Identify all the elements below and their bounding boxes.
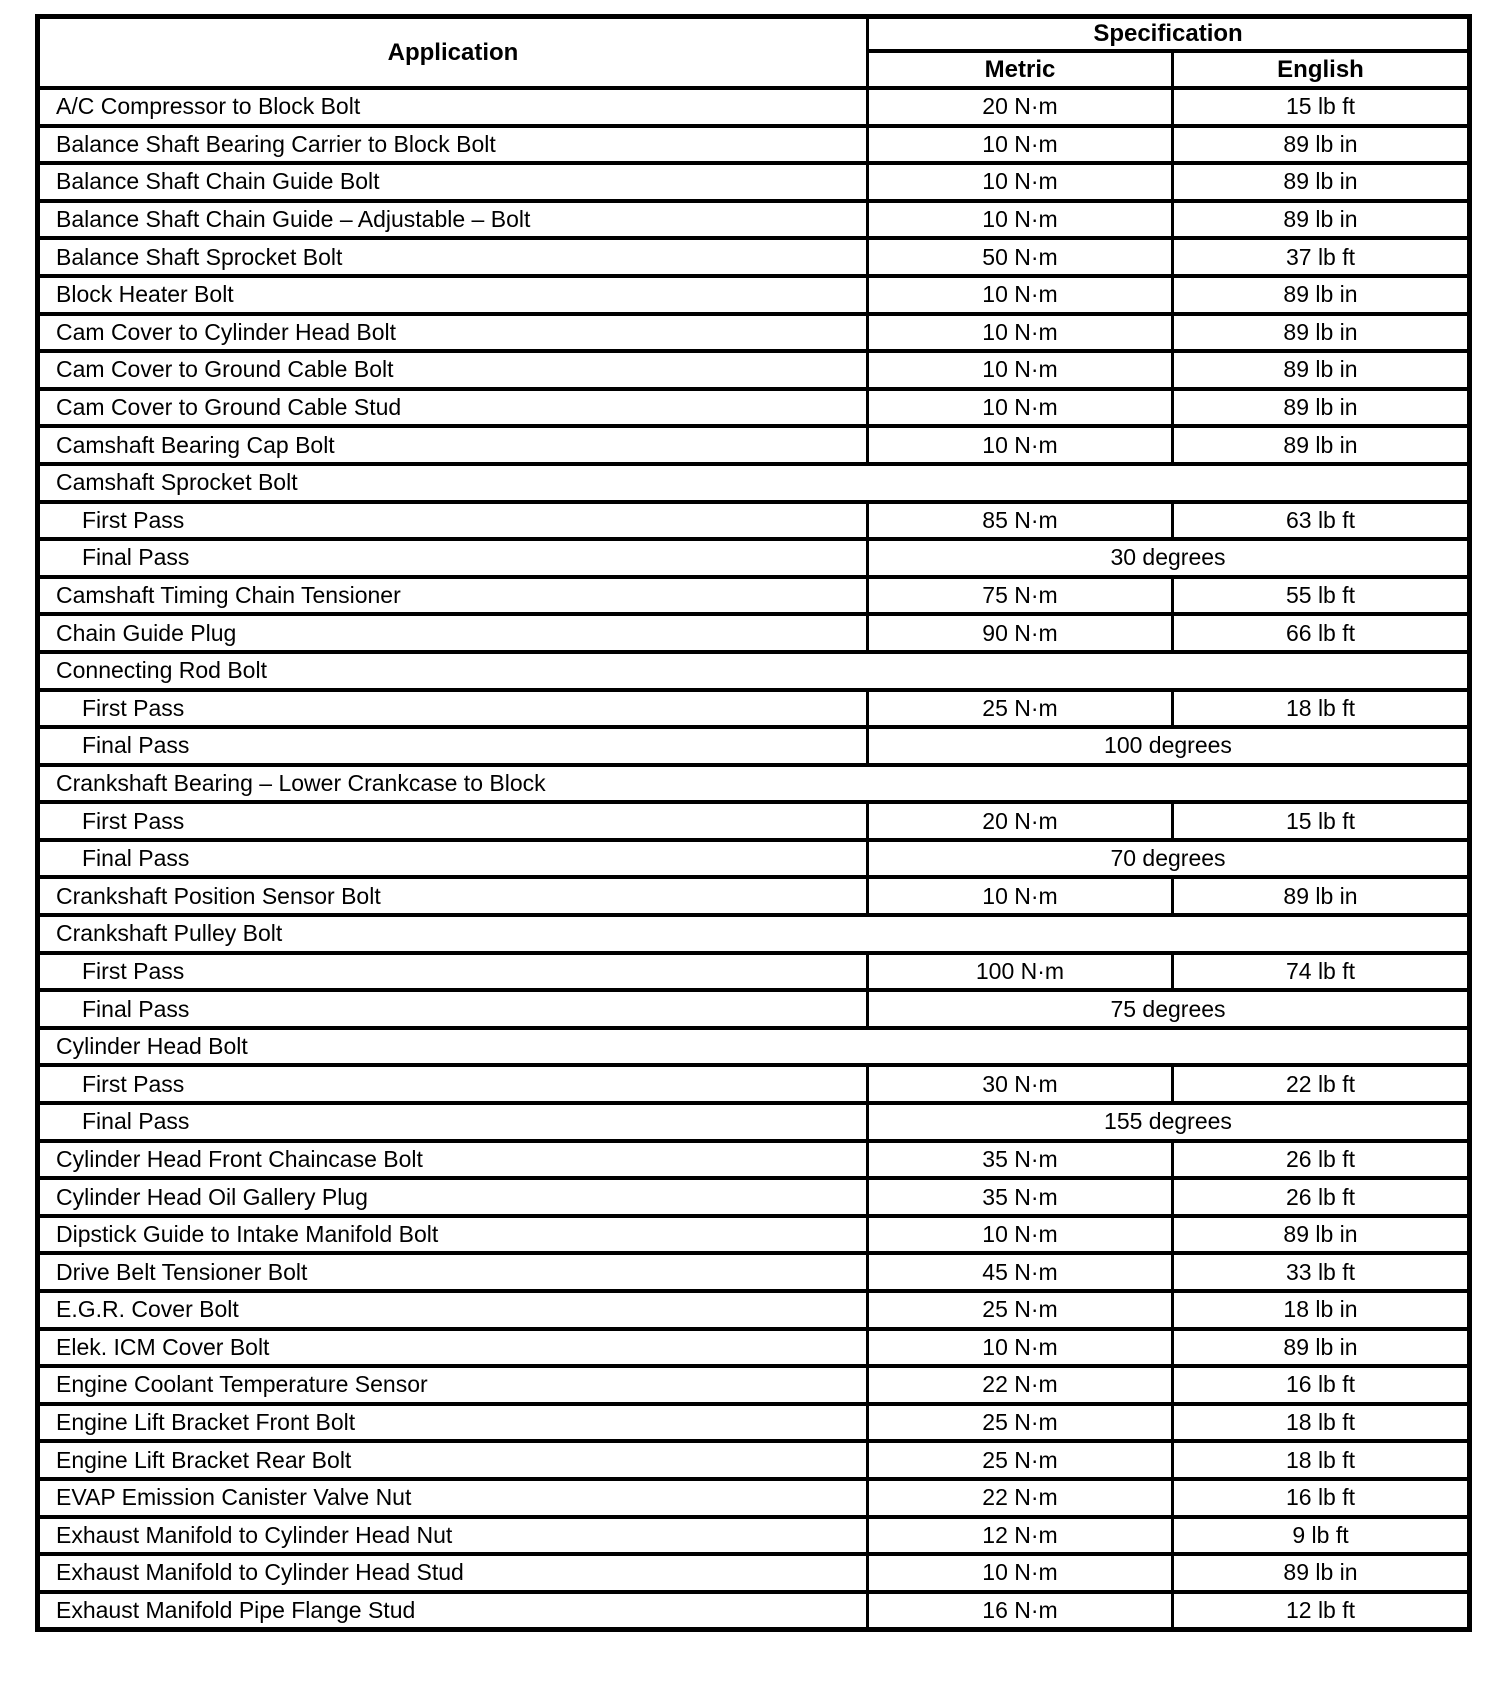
english-cell: 22 lb ft: [1173, 1065, 1470, 1103]
english-cell: 89 lb in: [1173, 1329, 1470, 1367]
metric-cell: 10 N·m: [868, 389, 1173, 427]
metric-cell: 10 N·m: [868, 426, 1173, 464]
application-cell: Drive Belt Tensioner Bolt: [38, 1253, 868, 1291]
group-row: [38, 915, 1470, 953]
application-cell: First Pass: [38, 953, 868, 991]
table-row: [38, 201, 1470, 239]
application-cell: Cylinder Head Front Chaincase Bolt: [38, 1141, 868, 1179]
english-cell: 18 lb ft: [1173, 1404, 1470, 1442]
application-cell: Cylinder Head Bolt: [38, 1028, 1470, 1066]
table-row: [38, 314, 1470, 352]
table-header: [38, 17, 1470, 89]
table-row: [38, 389, 1470, 427]
english-cell: 9 lb ft: [1173, 1517, 1470, 1555]
english-cell: 16 lb ft: [1173, 1479, 1470, 1517]
application-cell: Chain Guide Plug: [38, 614, 868, 652]
table-row: [38, 690, 1470, 728]
english-cell: 26 lb ft: [1173, 1141, 1470, 1179]
application-cell: Block Heater Bolt: [38, 276, 868, 314]
group-row: [38, 765, 1470, 803]
table-row: [38, 1178, 1470, 1216]
metric-cell: 10 N·m: [868, 877, 1173, 915]
metric-cell: 10 N·m: [868, 163, 1173, 201]
application-cell: Crankshaft Position Sensor Bolt: [38, 877, 868, 915]
application-cell: Balance Shaft Chain Guide – Adjustable – Bolt: [38, 201, 868, 239]
table-row: [38, 1329, 1470, 1367]
application-cell: EVAP Emission Canister Valve Nut: [38, 1479, 868, 1517]
table-row: [38, 802, 1470, 840]
table-row: [38, 1592, 1470, 1630]
metric-cell: 25 N·m: [868, 1441, 1173, 1479]
metric-cell: 22 N·m: [868, 1479, 1173, 1517]
metric-cell: 10 N·m: [868, 351, 1173, 389]
table-row: [38, 426, 1470, 464]
application-cell: A/C Compressor to Block Bolt: [38, 88, 868, 126]
application-cell: Camshaft Bearing Cap Bolt: [38, 426, 868, 464]
application-cell: Balance Shaft Sprocket Bolt: [38, 238, 868, 276]
metric-cell: 20 N·m: [868, 88, 1173, 126]
application-cell: Crankshaft Bearing – Lower Crankcase to Block: [38, 765, 1470, 803]
metric-cell: 25 N·m: [868, 690, 1173, 728]
metric-cell: 12 N·m: [868, 1517, 1173, 1555]
metric-cell: 75 N·m: [868, 577, 1173, 615]
english-cell: 18 lb ft: [1173, 690, 1470, 728]
application-cell: Final Pass: [38, 1103, 868, 1141]
english-cell: 66 lb ft: [1173, 614, 1470, 652]
english-cell: 89 lb in: [1173, 1554, 1470, 1592]
metric-cell: 35 N·m: [868, 1141, 1173, 1179]
metric-cell: 10 N·m: [868, 1216, 1173, 1254]
application-cell: Dipstick Guide to Intake Manifold Bolt: [38, 1216, 868, 1254]
table-row: [38, 238, 1470, 276]
metric-cell: 20 N·m: [868, 802, 1173, 840]
metric-cell: 50 N·m: [868, 238, 1173, 276]
table-row: [38, 1517, 1470, 1555]
metric-cell: 25 N·m: [868, 1404, 1173, 1442]
table-row: [38, 1065, 1470, 1103]
table-row: [38, 1366, 1470, 1404]
specification-header: Specification: [868, 17, 1470, 52]
metric-cell: 35 N·m: [868, 1178, 1173, 1216]
application-cell: Final Pass: [38, 990, 868, 1028]
english-cell: 37 lb ft: [1173, 238, 1470, 276]
english-header: English: [1173, 51, 1470, 88]
application-cell: Connecting Rod Bolt: [38, 652, 1470, 690]
english-cell: 89 lb in: [1173, 126, 1470, 164]
header-row-specification: [38, 17, 1470, 52]
application-cell: First Pass: [38, 502, 868, 540]
application-cell: Camshaft Sprocket Bolt: [38, 464, 1470, 502]
metric-cell: 10 N·m: [868, 126, 1173, 164]
table-row: [38, 502, 1470, 540]
application-cell: Cam Cover to Cylinder Head Bolt: [38, 314, 868, 352]
english-cell: 89 lb in: [1173, 877, 1470, 915]
table-body: [38, 88, 1470, 1630]
metric-cell: 45 N·m: [868, 1253, 1173, 1291]
application-cell: Balance Shaft Chain Guide Bolt: [38, 163, 868, 201]
metric-cell: 10 N·m: [868, 1329, 1173, 1367]
table-row: [38, 539, 1470, 577]
english-cell: 89 lb in: [1173, 1216, 1470, 1254]
table-row: [38, 126, 1470, 164]
application-cell: Exhaust Manifold to Cylinder Head Nut: [38, 1517, 868, 1555]
application-cell: Final Pass: [38, 840, 868, 878]
metric-cell: 90 N·m: [868, 614, 1173, 652]
specification-span-cell: 100 degrees: [868, 727, 1470, 765]
english-cell: 33 lb ft: [1173, 1253, 1470, 1291]
english-cell: 74 lb ft: [1173, 953, 1470, 991]
table-row: [38, 877, 1470, 915]
table-row: [38, 1103, 1470, 1141]
english-cell: 12 lb ft: [1173, 1592, 1470, 1630]
table-row: [38, 1216, 1470, 1254]
english-cell: 89 lb in: [1173, 314, 1470, 352]
english-cell: 89 lb in: [1173, 163, 1470, 201]
application-cell: Camshaft Timing Chain Tensioner: [38, 577, 868, 615]
specification-span-cell: 75 degrees: [868, 990, 1470, 1028]
application-cell: Cam Cover to Ground Cable Bolt: [38, 351, 868, 389]
application-cell: Balance Shaft Bearing Carrier to Block Bolt: [38, 126, 868, 164]
group-row: [38, 652, 1470, 690]
application-cell: First Pass: [38, 690, 868, 728]
application-cell: First Pass: [38, 802, 868, 840]
english-cell: 89 lb in: [1173, 276, 1470, 314]
english-cell: 26 lb ft: [1173, 1178, 1470, 1216]
specification-span-cell: 155 degrees: [868, 1103, 1470, 1141]
metric-cell: 10 N·m: [868, 314, 1173, 352]
table-row: [38, 351, 1470, 389]
application-cell: First Pass: [38, 1065, 868, 1103]
metric-cell: 16 N·m: [868, 1592, 1173, 1630]
english-cell: 89 lb in: [1173, 351, 1470, 389]
table-row: [38, 1441, 1470, 1479]
table-row: [38, 1479, 1470, 1517]
application-header: Application: [38, 17, 868, 89]
application-cell: Cylinder Head Oil Gallery Plug: [38, 1178, 868, 1216]
group-row: [38, 464, 1470, 502]
application-cell: Engine Lift Bracket Rear Bolt: [38, 1441, 868, 1479]
table-row: [38, 840, 1470, 878]
table-row: [38, 577, 1470, 615]
application-cell: Crankshaft Pulley Bolt: [38, 915, 1470, 953]
metric-cell: 85 N·m: [868, 502, 1173, 540]
application-cell: Final Pass: [38, 539, 868, 577]
application-cell: Cam Cover to Ground Cable Stud: [38, 389, 868, 427]
application-cell: Final Pass: [38, 727, 868, 765]
group-row: [38, 1028, 1470, 1066]
metric-header: Metric: [868, 51, 1173, 88]
table-row: [38, 88, 1470, 126]
application-cell: Exhaust Manifold to Cylinder Head Stud: [38, 1554, 868, 1592]
table-row: [38, 163, 1470, 201]
application-cell: Elek. ICM Cover Bolt: [38, 1329, 868, 1367]
specification-span-cell: 30 degrees: [868, 539, 1470, 577]
application-cell: Exhaust Manifold Pipe Flange Stud: [38, 1592, 868, 1630]
specification-span-cell: 70 degrees: [868, 840, 1470, 878]
table-row: [38, 990, 1470, 1028]
application-cell: Engine Coolant Temperature Sensor: [38, 1366, 868, 1404]
english-cell: 55 lb ft: [1173, 577, 1470, 615]
metric-cell: 30 N·m: [868, 1065, 1173, 1103]
english-cell: 89 lb in: [1173, 201, 1470, 239]
table-row: [38, 614, 1470, 652]
table-row: [38, 1141, 1470, 1179]
table-row: [38, 1554, 1470, 1592]
english-cell: 15 lb ft: [1173, 802, 1470, 840]
table-row: [38, 1291, 1470, 1329]
english-cell: 18 lb ft: [1173, 1441, 1470, 1479]
application-cell: E.G.R. Cover Bolt: [38, 1291, 868, 1329]
table-row: [38, 727, 1470, 765]
application-cell: Engine Lift Bracket Front Bolt: [38, 1404, 868, 1442]
table-row: [38, 1253, 1470, 1291]
table-row: [38, 953, 1470, 991]
metric-cell: 10 N·m: [868, 276, 1173, 314]
english-cell: 16 lb ft: [1173, 1366, 1470, 1404]
torque-spec-table: [35, 14, 1472, 1632]
english-cell: 89 lb in: [1173, 389, 1470, 427]
english-cell: 15 lb ft: [1173, 88, 1470, 126]
english-cell: 89 lb in: [1173, 426, 1470, 464]
english-cell: 18 lb in: [1173, 1291, 1470, 1329]
metric-cell: 100 N·m: [868, 953, 1173, 991]
table-row: [38, 1404, 1470, 1442]
english-cell: 63 lb ft: [1173, 502, 1470, 540]
metric-cell: 25 N·m: [868, 1291, 1173, 1329]
metric-cell: 10 N·m: [868, 201, 1173, 239]
table-row: [38, 276, 1470, 314]
metric-cell: 10 N·m: [868, 1554, 1173, 1592]
metric-cell: 22 N·m: [868, 1366, 1173, 1404]
